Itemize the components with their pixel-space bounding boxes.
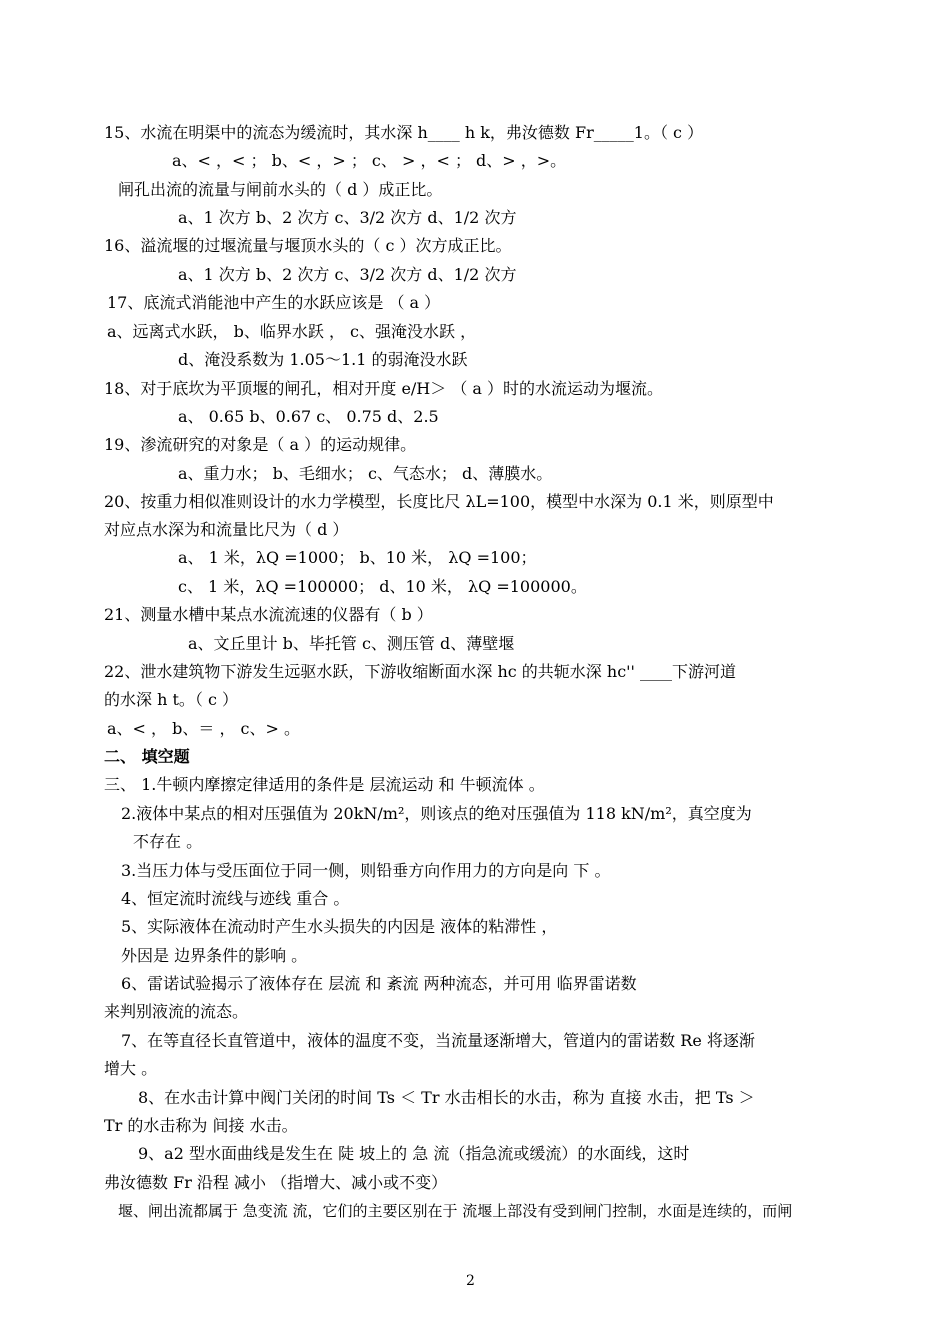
blank-5-line1: 5、实际液体在流动时产生水头损失的内因是 液体的粘滞性 ， — [121, 917, 558, 936]
blank-6-line2: 来判别液流的流态。 — [104, 1002, 249, 1021]
question-19: 19、渗流研究的对象是（ a ）的运动规律。 — [104, 435, 417, 454]
blank-9-line1: 9、a2 型水面曲线是发生在 陡 坡上的 急 流（指急流或缓流）的水面线，这时 — [138, 1144, 690, 1163]
question-16: 16、溢流堰的过堰流量与堰顶水头的（ c ）次方成正比。 — [104, 236, 512, 255]
blank-9-line2: 弗汝德数 Fr 沿程 减小 （指增大、减小或不变） — [104, 1173, 448, 1192]
question-gate-flow: 闸孔出流的流量与闸前水头的（ d ）成正比。 — [118, 180, 443, 199]
blank-8-line1: 8、在水击计算中阀门关闭的时间 Ts ＜ Tr 水击相长的水击，称为 直接 水击，把 Ts ＞ — [138, 1088, 755, 1107]
options-gate-flow: a、1 次方 b、2 次方 c、3/2 次方 d、1/2 次方 — [178, 208, 517, 227]
options-17-d: d、淹没系数为 1.05～1.1 的弱淹没水跃 — [178, 350, 468, 369]
options-21: a、文丘里计 b、毕托管 c、测压管 d、薄壁堰 — [188, 634, 515, 653]
question-18: 18、对于底坎为平顶堰的闸孔，相对开度 e/H＞ （ a ）时的水流运动为堰流。 — [104, 379, 664, 398]
question-20-line2: 对应点水深为和流量比尺为（ d ） — [104, 520, 349, 539]
blank-1: 三、 1.牛顿内摩擦定律适用的条件是 层流运动 和 牛顿流体 。 — [104, 775, 545, 794]
question-21: 21、测量水槽中某点水流流速的仪器有（ b ） — [104, 605, 433, 624]
options-18: a、 0.65 b、0.67 c、 0.75 d、2.5 — [178, 407, 439, 426]
options-15: a、< ，< ； b、< ，> ； c、 > ，< ； d、> ，>。 — [172, 151, 567, 170]
page-number: 2 — [466, 1273, 475, 1289]
options-22: a、< ， b、＝ ， c、> 。 — [107, 719, 300, 738]
question-20-line1: 20、按重力相似准则设计的水力学模型，长度比尺 λL=100，模型中水深为 0.1 米，则原型中 — [104, 492, 774, 511]
blank-6-line1: 6、雷诺试验揭示了液体存在 层流 和 紊流 两种流态，并可用 临界雷诺数 — [121, 974, 637, 993]
question-22-line2: 的水深 h t。（ c ） — [104, 690, 239, 709]
blank-10-line1: 堰、闸出流都属于 急变流 流，它们的主要区别在于 流堰上部没有受到闸门控制，水面是连续的，而闸 — [118, 1202, 793, 1220]
blank-7-line2: 增大 。 — [104, 1059, 158, 1078]
blank-8-line2: Tr 的水击称为 间接 水击。 — [104, 1116, 298, 1135]
question-22-line1: 22、泄水建筑物下游发生远驱水跃，下游收缩断面水深 hc 的共轭水深 hc'' ____下游河道 — [104, 662, 737, 681]
blank-4: 4、恒定流时流线与迹线 重合 。 — [121, 889, 350, 908]
section-heading-fill-blanks: 二、 填空题 — [104, 747, 190, 766]
question-15: 15、水流在明渠中的流态为缓流时，其水深 h____ h k，弗汝德数 Fr_____1。（ c ） — [104, 123, 704, 142]
blank-7-line1: 7、在等直径长直管道中，液体的温度不变，当流量逐渐增大，管道内的雷诺数 Re 将逐渐 — [121, 1031, 755, 1050]
options-17-a: a、远离式水跃， b、临界水跃 ， c、强淹没水跃 ， — [107, 322, 477, 341]
blank-5-line2: 外因是 边界条件的影响 。 — [121, 946, 308, 965]
blank-2-line1: 2.液体中某点的相对压强值为 20kN/m²，则该点的绝对压强值为 118 kN/m²，真空度为 — [121, 804, 752, 823]
options-20-ab: a、 1 米，λQ =1000； b、10 米， λQ =100； — [178, 548, 537, 567]
options-16: a、1 次方 b、2 次方 c、3/2 次方 d、1/2 次方 — [178, 265, 517, 284]
options-20-cd: c、 1 米，λQ =100000； d、10 米， λQ =100000。 — [178, 577, 587, 596]
options-19: a、重力水； b、毛细水； c、气态水； d、薄膜水。 — [178, 464, 553, 483]
blank-3: 3.当压力体与受压面位于同一侧，则铅垂方向作用力的方向是向 下 。 — [121, 861, 611, 880]
blank-2-line2: 不存在 。 — [133, 832, 203, 851]
question-17: 17、底流式消能池中产生的水跃应该是 （ a ） — [107, 293, 441, 312]
